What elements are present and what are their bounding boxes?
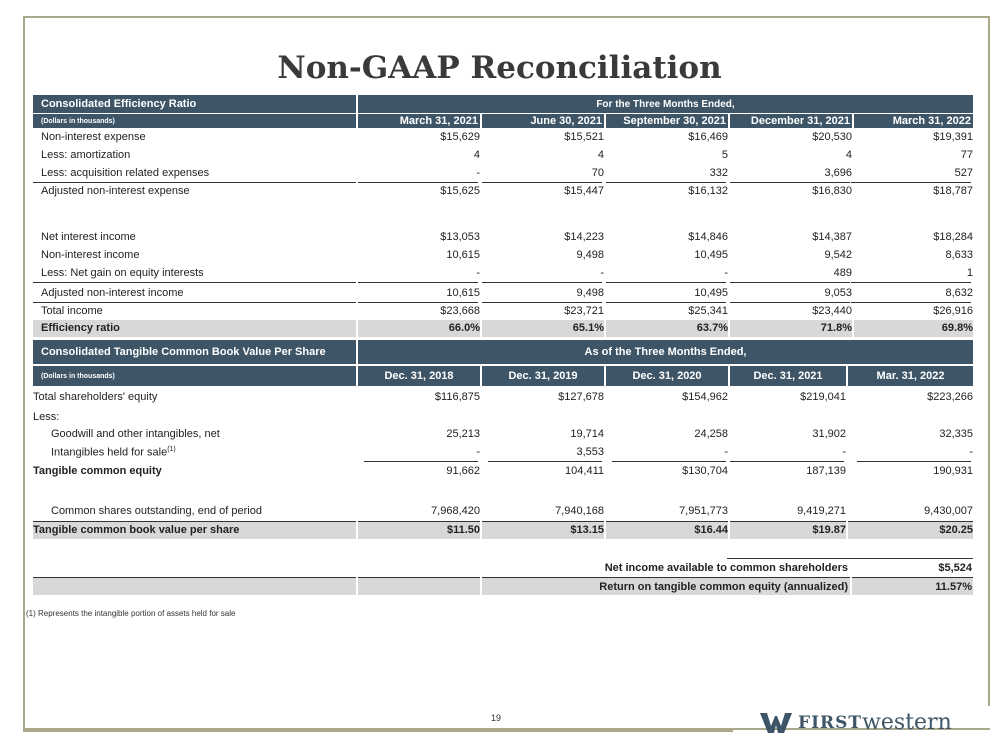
table2-cell: $11.50 <box>446 524 480 536</box>
table1-col-2: September 30, 2021 <box>606 114 728 128</box>
table1-cell: 4 <box>597 149 604 161</box>
footnote: (1) Represents the intangible portion of assets held for sale <box>26 609 236 618</box>
table1-cell: $16,132 <box>688 185 728 197</box>
table2-row-label <box>51 505 262 517</box>
subtotal-line <box>364 461 478 462</box>
table1-cell: - <box>724 267 728 279</box>
table1-cell: 10,615 <box>446 249 480 261</box>
table2-cell: 31,902 <box>812 428 846 440</box>
table1-row-label: Non-interest expense <box>41 131 146 143</box>
table1-cell: $25,341 <box>688 305 728 317</box>
subtotal-line <box>358 282 478 283</box>
subtotal-line <box>730 182 850 183</box>
subtotal-line <box>482 302 602 303</box>
table1-cell: $16,830 <box>812 185 852 197</box>
subtotal-line <box>851 282 971 283</box>
table2-cell: 7,940,168 <box>555 505 604 517</box>
table1-row-label: Adjusted non-interest income <box>41 287 184 299</box>
slide-frame-right <box>988 16 990 706</box>
table2-cell: - <box>476 446 480 458</box>
subtotal-line <box>488 461 602 462</box>
table1-cell: 63.7% <box>696 322 728 334</box>
subtotal-line <box>851 182 971 183</box>
band-divider <box>356 521 358 539</box>
logo-western: western <box>862 710 952 735</box>
table2-units: (Dollars in thousands) <box>33 366 356 386</box>
table1-cell: $14,846 <box>688 231 728 243</box>
table2-cell: 32,335 <box>939 428 973 440</box>
table1-cell: $15,629 <box>440 131 480 143</box>
table1-cell: $13,053 <box>440 231 480 243</box>
table1-cell: 9,498 <box>576 249 604 261</box>
table2-cell: $20.25 <box>939 524 973 536</box>
table2-row-label <box>33 465 162 477</box>
table1-cell: 9,498 <box>576 287 604 299</box>
table1-cell: $19,391 <box>933 131 973 143</box>
table1-row-label: Less: amortization <box>41 149 131 161</box>
table2-row-label-text: Goodwill and other intangibles, net <box>51 428 220 440</box>
table2-col-0: Dec. 31, 2018 <box>358 366 480 386</box>
table2-cell: 187,139 <box>806 465 846 477</box>
page-title: Non-GAAP Reconciliation <box>277 50 722 86</box>
table2-row-label-text: Total shareholders' equity <box>33 391 158 403</box>
table2-cell: 104,411 <box>565 465 604 477</box>
table1-cell: 489 <box>833 267 852 279</box>
table1-cell: 77 <box>960 149 973 161</box>
subtotal-line <box>33 302 356 303</box>
rote-line <box>33 577 973 578</box>
table1-col-0: March 31, 2021 <box>358 114 480 128</box>
table2-cell: $130,704 <box>682 465 728 477</box>
table2-cell: $16.44 <box>694 524 728 536</box>
subtotal-line <box>730 282 850 283</box>
band-divider <box>728 320 730 337</box>
table2-cell: 24,258 <box>694 428 728 440</box>
w-logo-icon <box>760 713 792 733</box>
table2-cell: $154,962 <box>682 391 728 403</box>
table2-row-label-text: Common shares outstanding, end of period <box>51 505 262 517</box>
subtotal-line <box>612 461 726 462</box>
table1-row-label: Non-interest income <box>41 249 140 261</box>
net-income-label: Net income available to common shareholders <box>604 562 848 574</box>
table2-cell: 9,430,007 <box>924 505 973 517</box>
table1-header-label: Consolidated Efficiency Ratio <box>33 95 356 113</box>
band-divider <box>604 320 606 337</box>
table1-cell: 4 <box>473 149 480 161</box>
band-divider <box>604 521 606 539</box>
table1-row-label: Less: Net gain on equity interests <box>41 267 204 279</box>
table1-cell: 69.8% <box>941 322 973 334</box>
subtotal-line <box>857 461 971 462</box>
table2-cell: $116,875 <box>434 391 480 403</box>
footnote-marker: (1) <box>167 446 176 453</box>
subtotal-line <box>358 302 478 303</box>
rote-label: Return on tangible common equity (annualized) <box>599 581 848 593</box>
band-divider <box>480 521 482 539</box>
table2-col-3: Dec. 31, 2021 <box>730 366 846 386</box>
table1-cell: 527 <box>954 167 973 179</box>
table1-col-4: March 31, 2022 <box>854 114 973 128</box>
table1-cell: $14,387 <box>812 231 852 243</box>
band-divider <box>480 320 482 337</box>
table2-cell: 190,931 <box>933 465 973 477</box>
subtotal-line <box>730 461 844 462</box>
table2-cell: 7,951,773 <box>679 505 728 517</box>
table1-col-3: December 31, 2021 <box>730 114 852 128</box>
subtotal-line <box>33 282 356 283</box>
table1-cell: 66.0% <box>448 322 480 334</box>
table1-cell: 8,632 <box>945 287 973 299</box>
table1-cell: $26,916 <box>933 305 973 317</box>
table2-cell: 7,968,420 <box>431 505 480 517</box>
table2-cell: 3,553 <box>576 446 604 458</box>
band-divider <box>846 521 848 539</box>
table2-cell: $19.87 <box>812 524 846 536</box>
table1-cell: $23,668 <box>440 305 480 317</box>
table1-cell: 8,633 <box>945 249 973 261</box>
summary-top-line <box>727 558 973 559</box>
table1-row-label: Total income <box>41 305 103 317</box>
subtotal-line <box>606 302 726 303</box>
subtotal-line <box>358 182 478 183</box>
table2-row-label-text: Less: <box>33 411 60 423</box>
table1-cell: 9,542 <box>824 249 852 261</box>
table1-cell: 10,615 <box>446 287 480 299</box>
table2-col-1: Dec. 31, 2019 <box>482 366 604 386</box>
table1-header-period: For the Three Months Ended, <box>358 95 973 113</box>
subtotal-line <box>606 182 726 183</box>
table2-header-label: Consolidated Tangible Common Book Value Per Share <box>33 340 356 364</box>
table1-cell: $18,787 <box>933 185 973 197</box>
table1-cell: 65.1% <box>572 322 604 334</box>
table1-cell: 1 <box>966 267 973 279</box>
table1-cell: 10,495 <box>694 249 728 261</box>
table2-row-label <box>33 411 59 423</box>
table1-cell: $18,284 <box>933 231 973 243</box>
table2-cell: 91,662 <box>446 465 480 477</box>
table2-cell: $219,041 <box>800 391 846 403</box>
subtotal-line <box>606 282 726 283</box>
table1-cell: 70 <box>591 167 604 179</box>
table2-cell: - <box>969 446 973 458</box>
logo-first: FIRST <box>798 712 863 733</box>
table1-cell: - <box>476 167 480 179</box>
band-divider <box>356 320 358 337</box>
subtotal-line <box>33 182 356 183</box>
rote-divider <box>356 577 358 595</box>
table1-cell: $14,223 <box>564 231 604 243</box>
table2-cell: 19,714 <box>570 428 604 440</box>
table2-header-period: As of the Three Months Ended, <box>358 340 973 364</box>
table1-row-label: Net interest income <box>41 231 136 243</box>
table1-cell: 10,495 <box>694 287 728 299</box>
table2-cell: 9,419,271 <box>797 505 846 517</box>
table1-cell: 332 <box>709 167 728 179</box>
table1-row-label: Efficiency ratio <box>41 322 120 334</box>
slide-frame-bottom <box>23 730 733 732</box>
table2-cell: $127,678 <box>558 391 604 403</box>
table1-cell: $23,440 <box>812 305 852 317</box>
table2-cell: 25,213 <box>446 428 480 440</box>
table1-cell: 3,696 <box>824 167 852 179</box>
table1-cell: $20,530 <box>812 131 852 143</box>
table1-cell: 71.8% <box>820 322 852 334</box>
table1-cell: 4 <box>845 149 852 161</box>
table2-row-label <box>51 446 176 459</box>
table2-col-4: Mar. 31, 2022 <box>848 366 973 386</box>
table1-cell: $16,469 <box>688 131 728 143</box>
table1-cell: $23,721 <box>564 305 604 317</box>
company-logo <box>760 710 952 735</box>
table1-col-1: June 30, 2021 <box>482 114 604 128</box>
band-divider <box>852 320 854 337</box>
table2-row-label-text: Intangibles held for sale <box>51 446 168 459</box>
table2-row-label <box>33 391 157 403</box>
net-income-value: $5,524 <box>938 562 972 574</box>
table2-row-label-text: Tangible common book value per share <box>33 524 240 536</box>
rote-divider <box>480 577 482 595</box>
table1-cell: - <box>476 267 480 279</box>
table1-row-label: Adjusted non-interest expense <box>41 185 190 197</box>
table1-cell: 9,053 <box>824 287 852 299</box>
subtotal-line <box>482 282 602 283</box>
subtotal-line <box>851 302 971 303</box>
table2-cell: $223,266 <box>927 391 973 403</box>
tbv-line <box>33 521 973 522</box>
table2-cell: - <box>842 446 846 458</box>
table2-row-label-text: Tangible common equity <box>33 465 162 477</box>
subtotal-line <box>482 182 602 183</box>
table1-cell: 5 <box>721 149 728 161</box>
table2-cell: - <box>724 446 728 458</box>
table1-cell: - <box>600 267 604 279</box>
table1-cell: $15,447 <box>564 185 604 197</box>
table1-units: (Dollars in thousands) <box>33 114 356 128</box>
table1-cell: $15,625 <box>440 185 480 197</box>
rote-value: 11.57% <box>935 581 972 593</box>
table2-col-2: Dec. 31, 2020 <box>606 366 728 386</box>
table1-cell: $15,521 <box>564 131 604 143</box>
table1-row-label: Less: acquisition related expenses <box>41 167 210 179</box>
page-number: 19 <box>491 713 502 723</box>
table2-row-label <box>33 524 239 536</box>
subtotal-line <box>730 302 850 303</box>
table2-cell: $13.15 <box>570 524 604 536</box>
table2-row-label <box>51 428 220 440</box>
